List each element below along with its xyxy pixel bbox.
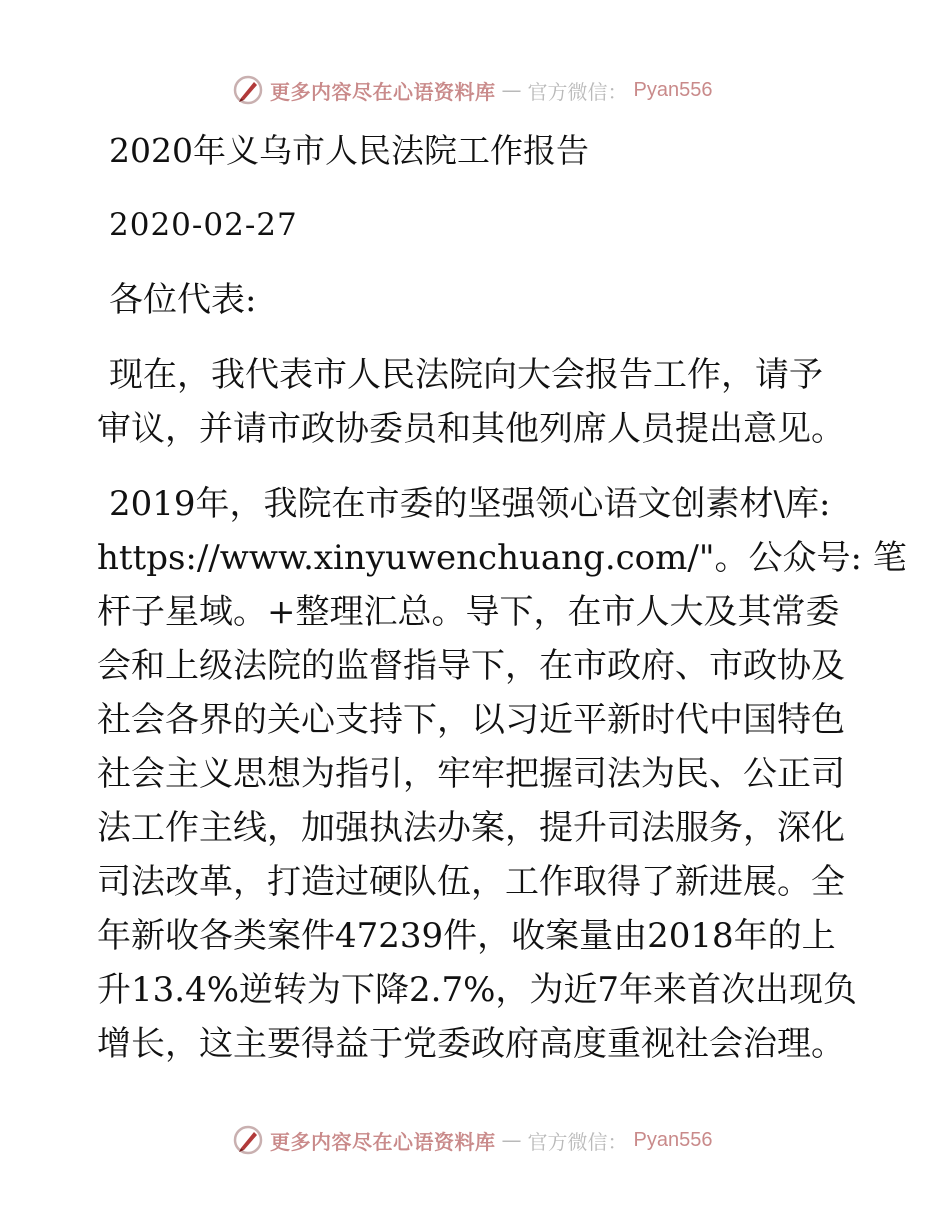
paragraph-line: 增长，这主要得益于党委政府高度重视社会治理。 — [97, 1024, 845, 1064]
paragraph-line: 会和上级法院的监督指导下，在市政府、市政协及 — [97, 646, 845, 686]
watermark-label: 官方微信： — [527, 1129, 628, 1154]
watermark-separator: — — [501, 78, 522, 102]
document-body — [97, 124, 907, 1071]
paragraph-line: 法工作主线，加强执法办案，提升司法服务，深化 — [97, 808, 845, 848]
paragraph-line: 杆子星域。+整理汇总。导下，在市人大及其常委 — [97, 592, 840, 632]
document-title: 2020年义乌市人民法院工作报告 — [109, 131, 589, 170]
paragraph-line: 司法改革，打造过硬队伍，工作取得了新进展。全 — [97, 862, 845, 902]
watermark-handle: Pyan556 — [633, 78, 713, 101]
watermark-brand: 更多内容尽在心语资料库 — [270, 79, 496, 104]
watermark-banner-bottom — [232, 1122, 712, 1158]
paragraph-line: 社会主义思想为指引，牢牢把握司法为民、公正司 — [97, 754, 845, 794]
document-date: 2020-02-27 — [109, 207, 298, 243]
paragraph-line: 社会各界的关心支持下，以习近平新时代中国特色 — [97, 700, 845, 740]
quill-pen-icon — [232, 1124, 264, 1156]
watermark-brand: 更多内容尽在心语资料库 — [270, 1129, 496, 1154]
paragraph-line: 现在，我代表市人民法院向大会报告工作，请予 — [109, 355, 823, 395]
paragraph-1 — [97, 348, 857, 456]
watermark-label: 官方微信： — [527, 79, 628, 104]
watermark-separator: — — [501, 1128, 522, 1152]
watermark-handle: Pyan556 — [633, 1128, 713, 1151]
watermark-banner-top — [232, 72, 712, 108]
paragraph-2 — [97, 477, 907, 1071]
paragraph-line: 审议，并请市政协委员和其他列席人员提出意见。 — [97, 409, 845, 449]
paragraph-line: 升13.4%逆转为下降2.7%，为近7年来首次出现负 — [97, 970, 858, 1010]
paragraph-line: 年新收各类案件47239件，收案量由2018年的上 — [97, 916, 836, 956]
quill-pen-icon — [232, 74, 264, 106]
salutation: 各位代表: — [109, 280, 257, 320]
paragraph-line: 2019年，我院在市委的坚强领心语文创素材\库: — [109, 484, 831, 524]
paragraph-line: https://www.xinyuwenchuang.com/"。公众号: 笔 — [97, 538, 907, 578]
